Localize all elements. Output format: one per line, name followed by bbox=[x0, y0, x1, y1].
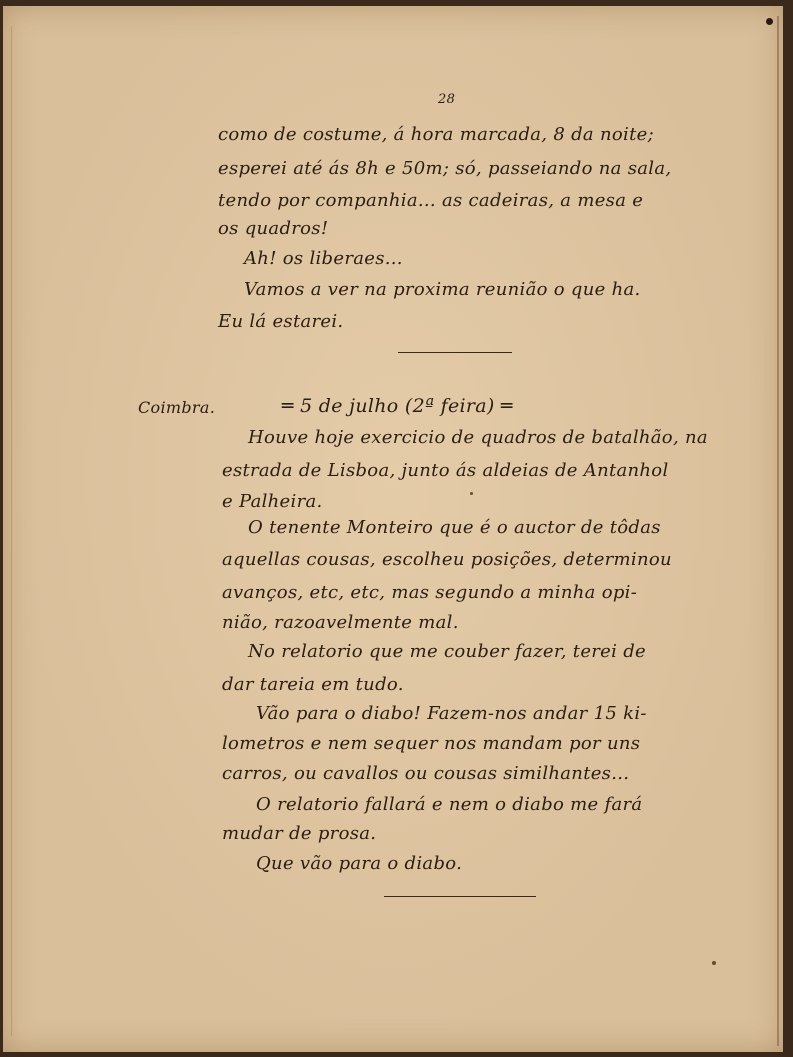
section2-line-13: O relatorio fallará e nem o diabo me fará bbox=[256, 794, 643, 815]
page-number: 28 bbox=[438, 92, 456, 107]
paper-speck bbox=[470, 492, 473, 495]
section2-line-5: aquellas cousas, escolheu posições, determinou bbox=[222, 549, 672, 570]
section1-line-2: esperei até ás 8h e 50m; só, passeiando na sala, bbox=[218, 158, 672, 179]
section1-line-7: Eu lá estarei. bbox=[218, 311, 344, 332]
section1-line-6: Vamos a ver na proxima reunião o que ha. bbox=[244, 279, 641, 300]
section2-line-9: dar tareia em tudo. bbox=[222, 674, 404, 695]
section2-line-2: estrada de Lisboa, junto ás aldeias de Antanhol bbox=[222, 460, 669, 481]
section2-line-15: Que vão para o diabo. bbox=[256, 853, 463, 874]
section1-line-4: os quadros! bbox=[218, 218, 329, 239]
margin-place-note: Coimbra. bbox=[138, 398, 216, 417]
section1-line-3: tendo por companhia... as cadeiras, a mesa e bbox=[218, 190, 644, 211]
section2-line-3: e Palheira. bbox=[222, 491, 323, 512]
section2-line-1: Houve hoje exercicio de quadros de batalhão, na bbox=[248, 427, 708, 448]
section2-line-11: lometros e nem sequer nos mandam por uns bbox=[222, 733, 641, 754]
section1-line-1: como de costume, á hora marcada, 8 da noite; bbox=[218, 124, 654, 145]
section2-line-12: carros, ou cavallos ou cousas similhantes... bbox=[222, 763, 630, 784]
section2-line-6: avanços, etc, etc, mas segundo a minha opi- bbox=[222, 582, 638, 603]
page-fold-left bbox=[11, 26, 12, 1036]
section-divider-2 bbox=[384, 896, 536, 897]
entry-date-heading: ═ 5 de julho (2ª feira) ═ bbox=[282, 395, 513, 417]
section1-line-5: Ah! os liberaes... bbox=[244, 248, 403, 269]
page-edge-right bbox=[777, 16, 779, 1046]
section2-line-7: nião, razoavelmente mal. bbox=[222, 612, 459, 633]
section-divider-1 bbox=[398, 352, 512, 353]
ink-spot-top-right bbox=[766, 18, 773, 25]
section2-line-10: Vão para o diabo! Fazem-nos andar 15 ki- bbox=[256, 703, 647, 724]
section2-line-4: O tenente Monteiro que é o auctor de tôdas bbox=[248, 517, 661, 538]
paper-speck bbox=[712, 961, 716, 965]
section2-line-8: No relatorio que me couber fazer, terei de bbox=[248, 641, 646, 662]
section2-line-14: mudar de prosa. bbox=[222, 823, 377, 844]
